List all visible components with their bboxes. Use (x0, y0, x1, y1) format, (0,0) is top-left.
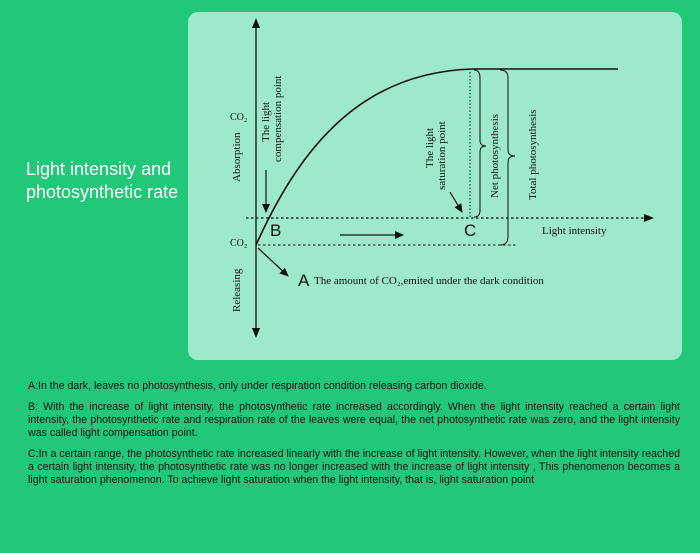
saturation-label-line2: saturation point (436, 121, 448, 190)
dark-point-arrow (258, 248, 288, 276)
co2-top-label: CO₂ (230, 112, 248, 123)
absorption-label: Absorption (231, 132, 243, 182)
x-axis-label: Light intensity (542, 225, 607, 237)
y-axis-arrow-down (252, 328, 260, 338)
y-axis-arrow-up (252, 18, 260, 28)
compensation-label-line1: The light (260, 101, 272, 142)
saturation-label-line1: The light (424, 127, 436, 168)
note-b: B: With the increase of light intensity, the photosynthetic rate increased accordingly. When the light intensity reached a certain light intensity, the photosynthetic rate and respiration rate of the leaves were equal, the net photosynthetic rate was zero, and the light intensity was called light compensation point. (28, 401, 680, 439)
point-c-label: C (464, 221, 477, 240)
note-a: A:In the dark, leaves no photosynthesis, only under respiration condition releasing carbon dioxide. (28, 380, 487, 392)
photosynthesis-diagram (188, 12, 682, 360)
explanation-notes (28, 380, 680, 495)
co2-bottom-label: CO₂ (230, 238, 248, 249)
saturation-arrow (450, 192, 462, 212)
diagram-panel (188, 12, 682, 360)
point-a-label: A (298, 271, 310, 290)
compensation-label-line2: compensation point (272, 75, 284, 162)
net-photosynthesis-label: Net photosynthesis (489, 113, 501, 198)
total-photosynthesis-label: Total photosynthesis (527, 109, 539, 200)
total-brace (500, 70, 515, 245)
note-c: C:In a certain range, the photosynthetic rate increased linearly with the increase of light intensity. However, when the light intensity reached a certain light intensity, the photosynthetic rate was no longer increased with the increase of light intensity , This phenomenon becomes a light saturation phenomenon. To achieve light saturation when the light intensity, that is, light saturation point (28, 448, 680, 486)
dark-condition-label: The amount of CO₂,emited under the dark condition (314, 275, 544, 287)
page-title: Light intensity and photosynthetic rate (26, 159, 179, 202)
releasing-label: Releasing (231, 268, 243, 312)
point-b-label: B (270, 221, 282, 240)
x-axis-arrow (644, 214, 654, 222)
net-brace (474, 70, 486, 217)
